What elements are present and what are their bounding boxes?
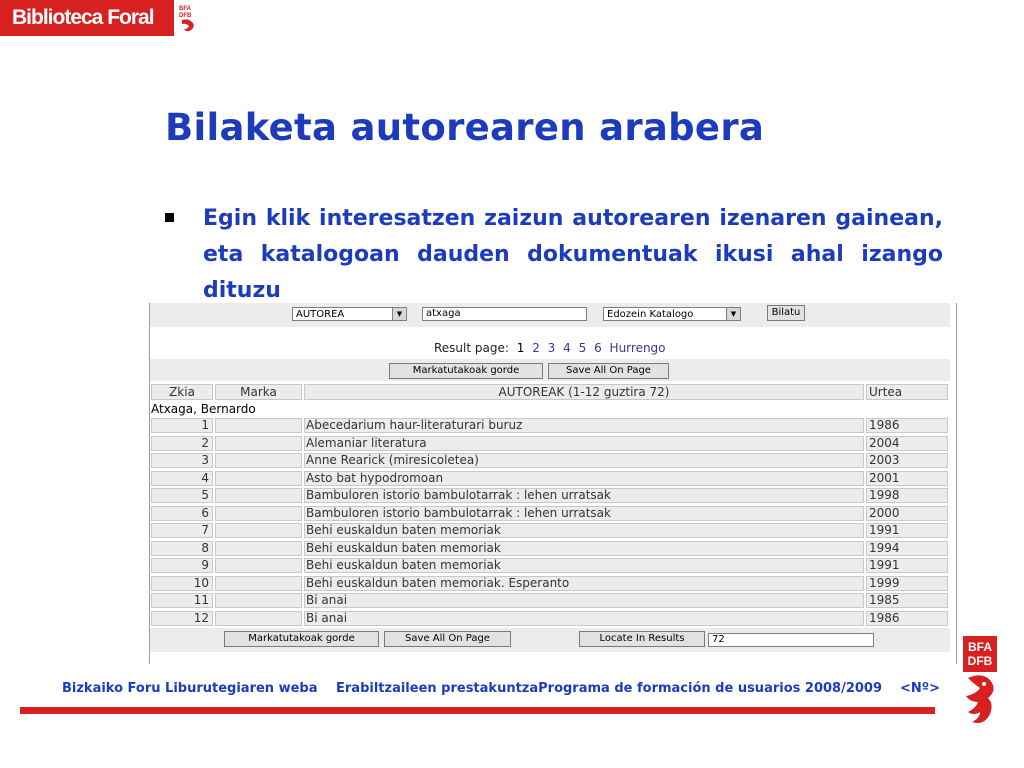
row-number: 3 [151, 453, 213, 468]
search-button[interactable]: Bilatu [767, 305, 805, 321]
slide-bullet-text: Egin klik interesatzen zaizun autorearen izenaren gainean, eta katalogoan dauden dokumentuak ikusi ahal izango dituzu [203, 206, 943, 303]
locate-input-value: 72 [712, 634, 725, 645]
row-title-link[interactable]: Bi anai [304, 611, 864, 626]
page-link-3[interactable]: 3 [547, 341, 556, 355]
page-link-2[interactable]: 2 [532, 341, 540, 355]
slide-number-placeholder: <Nº> [900, 681, 940, 696]
footer-left-text: Bizkaiko Foru Liburutegiaren weba [62, 681, 318, 696]
row-year: 1991 [866, 558, 948, 573]
row-title-link[interactable]: Behi euskaldun baten memoriak [304, 541, 864, 556]
row-mark-cell [215, 576, 302, 591]
row-title-link[interactable]: Alemaniar literatura [304, 436, 864, 451]
row-number: 2 [151, 436, 213, 451]
table-row [150, 417, 950, 434]
row-title-link[interactable]: Anne Rearick (miresicoletea) [304, 453, 864, 468]
locate-in-results-button[interactable]: Locate In Results [579, 631, 705, 647]
row-year: 1985 [866, 593, 948, 608]
mini-logo-line-2: DFB [179, 13, 192, 19]
row-title-link[interactable]: Bi anai [304, 593, 864, 608]
table-row [150, 452, 950, 469]
row-title-link[interactable]: Bambuloren istorio bambulotarrak : lehen urratsak [304, 488, 864, 503]
table-row [150, 487, 950, 504]
table-row [150, 575, 950, 592]
table-row [150, 522, 950, 539]
row-title-link[interactable]: Asto bat hypodromoan [304, 471, 864, 486]
row-year: 1986 [866, 418, 948, 433]
table-row [150, 435, 950, 452]
row-mark-cell [215, 593, 302, 608]
locate-input[interactable] [708, 633, 874, 647]
footer-middle-text: Erabiltzaileen prestakuntzaPrograma de formación de usuarios 2008/2009 [336, 681, 883, 696]
search-field-select[interactable] [292, 307, 407, 321]
catalog-select[interactable] [603, 307, 741, 321]
row-number: 4 [151, 471, 213, 486]
row-number: 7 [151, 523, 213, 538]
biblioteca-foral-logo: Biblioteca Foral [0, 0, 174, 36]
row-title-link[interactable]: Behi euskaldun baten memoriak [304, 523, 864, 538]
table-row [150, 470, 950, 487]
row-mark-cell [215, 418, 302, 433]
row-mark-cell [215, 453, 302, 468]
page-link-1[interactable]: 1 [516, 341, 525, 355]
chevron-down-icon[interactable]: ▼ [392, 308, 406, 320]
next-page-link[interactable]: Hurrengo [609, 341, 666, 355]
bullet-square-icon [165, 213, 174, 222]
catalog-select-value: Edozein Katalogo [607, 309, 694, 320]
row-mark-cell [215, 558, 302, 573]
row-number: 11 [151, 593, 213, 608]
save-all-button-top[interactable]: Save All On Page [548, 363, 669, 379]
page-link-4[interactable]: 4 [563, 341, 571, 355]
row-mark-cell [215, 488, 302, 503]
row-mark-cell [215, 436, 302, 451]
table-row [150, 505, 950, 522]
row-year: 1999 [866, 576, 948, 591]
dragon-emblem-icon [960, 672, 1000, 728]
row-title-link[interactable]: Bambuloren istorio bambulotarrak : lehen urratsak [304, 506, 864, 521]
row-year: 1986 [866, 611, 948, 626]
search-query-input[interactable] [422, 307, 587, 321]
column-header-mark: Marka [215, 384, 302, 400]
pagination-label: Result page: [434, 341, 509, 355]
row-number: 8 [151, 541, 213, 556]
chevron-down-icon[interactable]: ▼ [726, 308, 740, 320]
search-field-select-value: AUTOREA [296, 309, 345, 320]
row-title-link[interactable]: Behi euskaldun baten memoriak [304, 558, 864, 573]
row-year: 2004 [866, 436, 948, 451]
author-group-heading[interactable]: Atxaga, Bernardo [151, 402, 256, 416]
column-header-year: Urtea [866, 384, 948, 400]
page-link-6[interactable]: 6 [594, 341, 602, 355]
row-year: 2003 [866, 453, 948, 468]
table-row [150, 557, 950, 574]
column-header-title: AUTOREAK (1-12 guztira 72) [304, 384, 864, 400]
row-year: 1994 [866, 541, 948, 556]
table-row [150, 540, 950, 557]
slide-title: Bilaketa autorearen arabera [165, 106, 765, 149]
row-mark-cell [215, 523, 302, 538]
row-mark-cell [215, 471, 302, 486]
bfa-dfb-brand-logo [963, 636, 997, 672]
row-year: 2000 [866, 506, 948, 521]
page-link-5[interactable]: 5 [578, 341, 587, 355]
row-year: 2001 [866, 471, 948, 486]
row-title-link[interactable]: Abecedarium haur-literaturari buruz [304, 418, 864, 433]
save-marked-button-top[interactable]: Markatutakoak gorde [389, 363, 543, 379]
row-mark-cell [215, 541, 302, 556]
row-number: 9 [151, 558, 213, 573]
table-row [150, 592, 950, 609]
row-number: 12 [151, 611, 213, 626]
pagination [434, 341, 666, 355]
row-number: 1 [151, 418, 213, 433]
row-mark-cell [215, 611, 302, 626]
table-row [150, 610, 950, 627]
brand-line-2: DFB [967, 654, 993, 668]
catalog-screenshot [149, 303, 957, 664]
save-marked-button-bottom[interactable]: Markatutakoak gorde [224, 631, 379, 647]
footer-divider [20, 707, 935, 714]
row-number: 5 [151, 488, 213, 503]
search-query-value: atxaga [426, 308, 461, 319]
row-number: 10 [151, 576, 213, 591]
row-mark-cell [215, 506, 302, 521]
row-year: 1991 [866, 523, 948, 538]
row-title-link[interactable]: Behi euskaldun baten memoriak. Esperanto [304, 576, 864, 591]
row-year: 1998 [866, 488, 948, 503]
brand-line-1: BFA [968, 640, 992, 654]
column-header-number: Zkia [151, 384, 213, 400]
save-all-button-bottom[interactable]: Save All On Page [384, 631, 511, 647]
row-number: 6 [151, 506, 213, 521]
mini-logo-line-1: BFA [179, 6, 191, 12]
bfa-dfb-mini-logo-icon [178, 2, 200, 36]
